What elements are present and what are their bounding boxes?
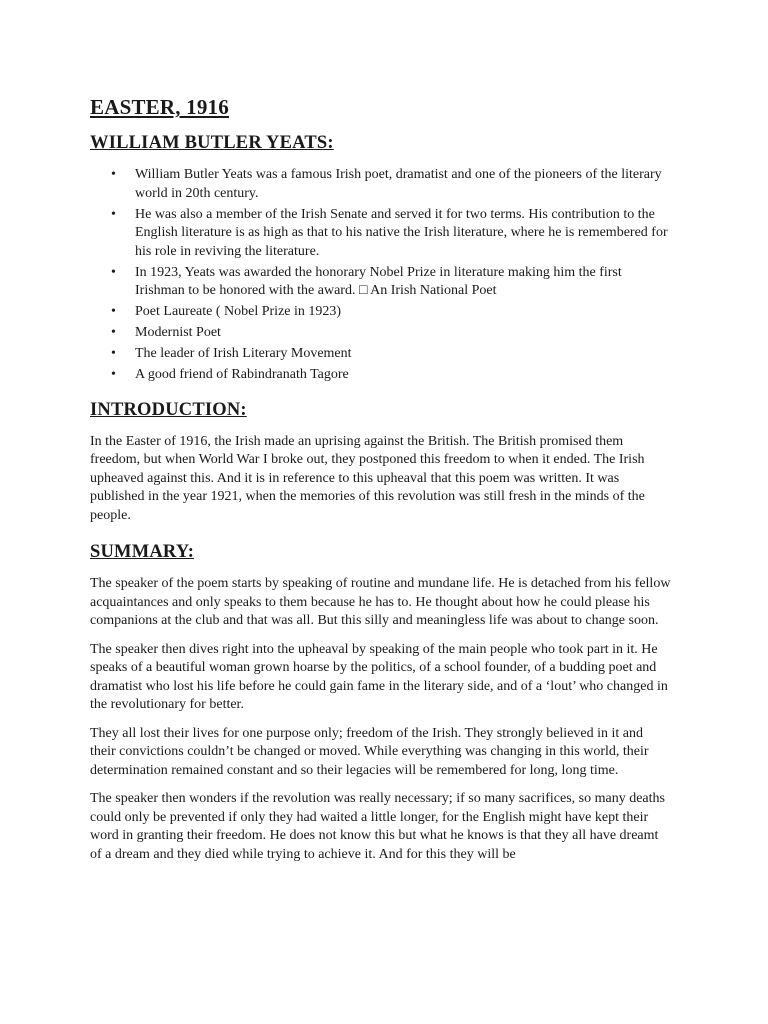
author-heading: WILLIAM BUTLER YEATS:: [90, 133, 334, 153]
bullet-icon: •: [111, 167, 116, 182]
list-item: [90, 206, 672, 262]
summary-paragraph: They all lost their lives for one purpose only; freedom of the Irish. They strongly believed in it and their convictions couldn’t be changed or moved. While everything was changing in this world, their determination remained constant and so their legacies will be remembered for long, long time.: [90, 725, 649, 778]
list-item-text: He was also a member of the Irish Senate and served it for two terms. His contribution to the English literature is as high as that to his native the Irish literature, where he is remembered for his role in reviving the literature.: [135, 206, 668, 259]
summary-heading: SUMMARY:: [90, 542, 195, 562]
list-item-text: Modernist Poet: [135, 325, 221, 340]
bullet-icon: •: [111, 325, 116, 340]
list-item: [90, 264, 672, 301]
bullet-icon: •: [111, 346, 116, 361]
list-item-text: William Butler Yeats was a famous Irish poet, dramatist and one of the pioneers of the literary world in 20th century.: [135, 167, 662, 201]
summary-paragraph: The speaker of the poem starts by speaking of routine and mundane life. He is detached from his fellow acquaintances and only speaks to them because he has to. He thought about how he could please his companions at the club and that was all. But this silly and meaningless life was about to change soon.: [90, 576, 671, 628]
summary-paragraph: The speaker then wonders if the revolution was really necessary; if so many sacrifices, so many deaths could only be prevented if only they had waited a little longer, for the English might have kept their word in granting their freedom. He does not know this but what he knows is that they all have dreamt of a dream and they died while trying to achieve it. And for this they will be: [90, 791, 665, 862]
list-item: [90, 345, 672, 364]
bullet-icon: •: [111, 304, 116, 319]
list-item-text: A good friend of Rabindranath Tagore: [135, 367, 349, 382]
summary-section: [90, 539, 672, 864]
list-item-text: The leader of Irish Literary Movement: [135, 346, 352, 361]
author-bullet-list: [90, 166, 672, 385]
introduction-section: [90, 397, 672, 526]
list-item: [90, 303, 672, 322]
document-page: [90, 92, 672, 874]
summary-paragraph: The speaker then dives right into the upheaval by speaking of the main people who took part in it. He speaks of a beautiful woman grown hoarse by the politics, of a school founder, of a budding poet and dramatist who lost his life before he could gain fame in the literary side, and of a ‘lout’ who changed in the revolutionary for better.: [90, 641, 668, 712]
introduction-heading: INTRODUCTION:: [90, 399, 247, 420]
list-item: [90, 366, 672, 385]
bullet-icon: •: [111, 264, 116, 280]
document-title: EASTER, 1916: [90, 95, 229, 119]
list-item-text: In 1923, Yeats was awarded the honorary Nobel Prize in literature making him the first Irishman to be honored with the award. □ An Irish National Poet: [135, 264, 622, 298]
introduction-paragraph: In the Easter of 1916, the Irish made an uprising against the British. The British promised them freedom, but when World War I broke out, they postponed this freedom to when it ended. The Irish upheaved against this. And it is in reference to this upheaval that this poem was written. It was published in the year 1921, when the memories of this revolution was still fresh in the minds of the people.: [90, 433, 645, 523]
list-item-text: Poet Laureate ( Nobel Prize in 1923): [135, 304, 342, 319]
bullet-icon: •: [111, 206, 116, 222]
list-item: [90, 324, 672, 343]
bullet-icon: •: [111, 367, 116, 382]
list-item: [90, 166, 672, 203]
